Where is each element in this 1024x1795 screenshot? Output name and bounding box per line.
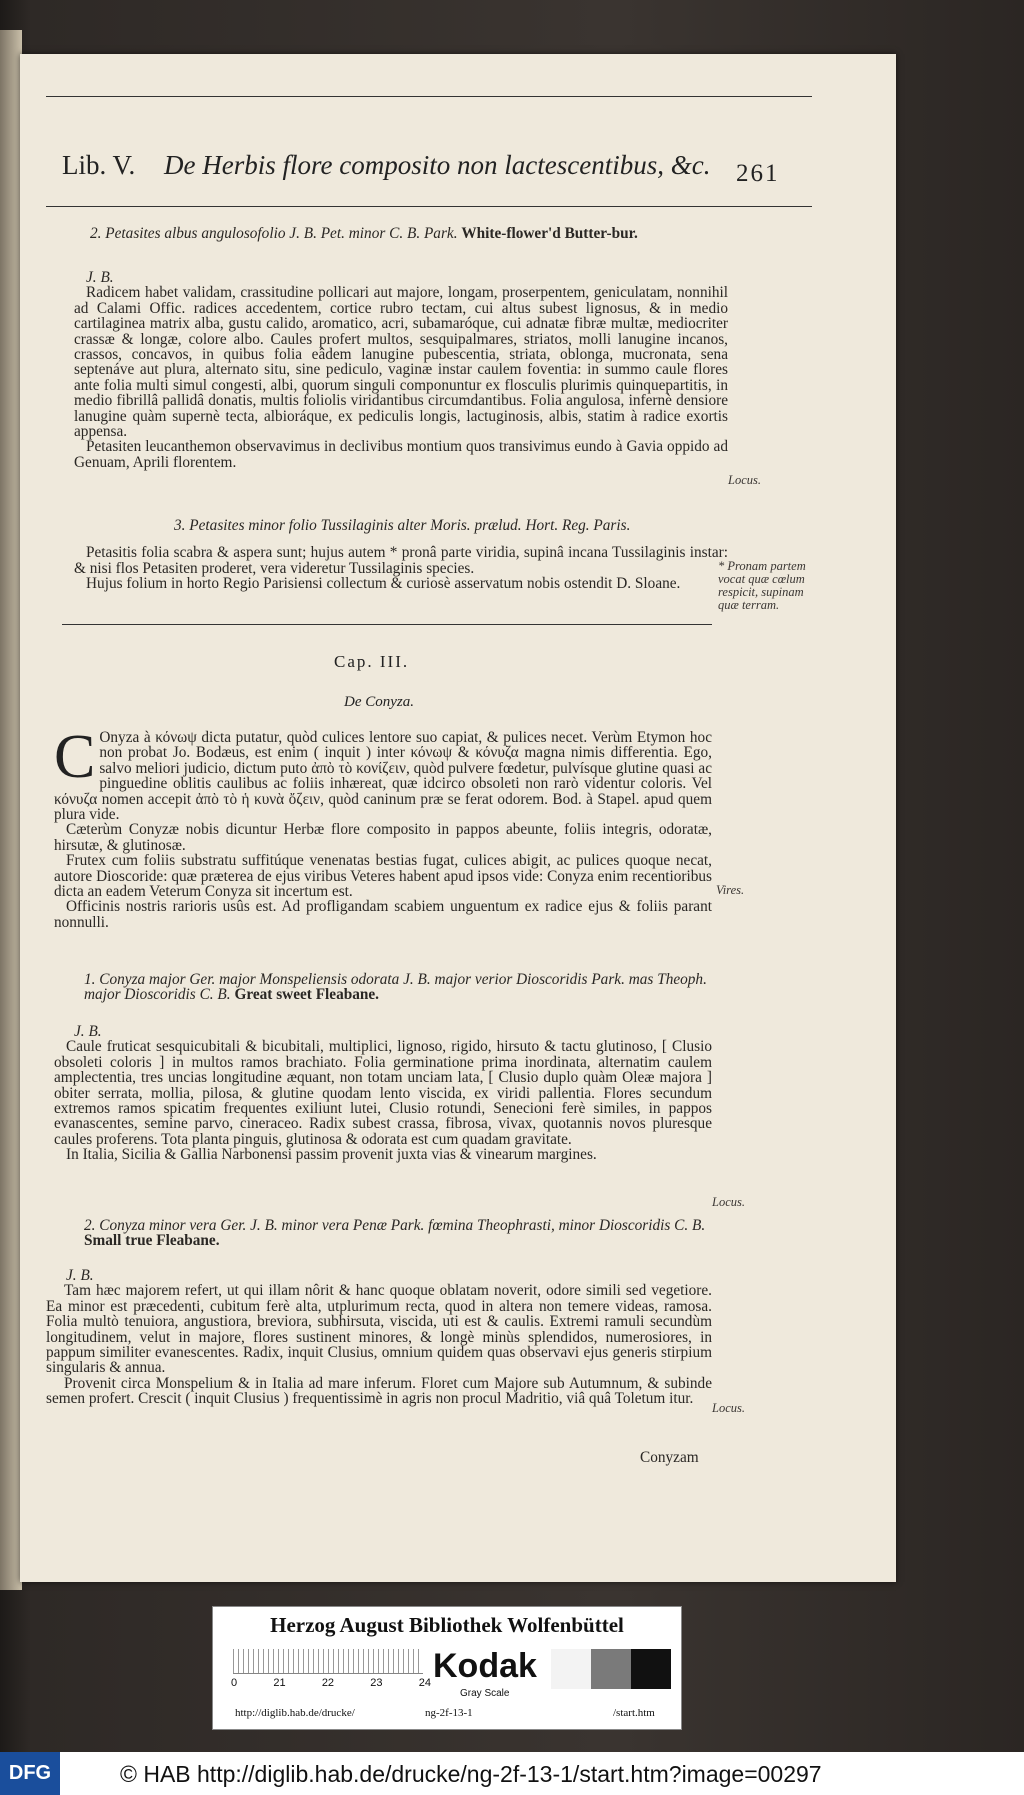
entry-heading: 3. Petasites minor folio Tussilaginis alter Moris. prælud. Hort. Reg. Paris. [174, 517, 631, 534]
header-rule-bottom [46, 206, 812, 207]
gray-patch-dark [631, 1649, 671, 1689]
scale-ruler [233, 1649, 423, 1674]
page-number: 261 [736, 160, 780, 187]
url-part: http://diglib.hab.de/drucke/ [235, 1707, 355, 1719]
paragraph: Onyza à κόνωψ dicta putatur, quòd culices lentore suo capiat, & pulices necet. Verùm Etymon hoc non probat Jo. Bodæus, est enim ( inquit ) inter κόνωψ & κόνυζα magna nimis differentia. Ego, salvo meliori judicio, dictum puto ἀπὸ τὸ κονίζειν, quòd pulvere fœdetur, pulvísque glutine quasi ac pinguedine oblitis caulibus ac foliis inhæreat, quæ idcirco obsoleti non rarò videntur coloris. Vel κόνυζα nomen accepit ἀπὸ τὸ ἡ κυνὰ ὄζειν, quòd caninum præ se ferat odorem. Bod. à Stapel. apud quem plura vide. [54, 729, 712, 824]
catchword: Conyzam [640, 1449, 699, 1466]
paragraph: Officinis nostris rarioris usûs est. Ad profligandam scabiem unguentum ex radice ejus & foliis parant nonnulli. [54, 898, 712, 931]
paragraph: Tam hæc majorem refert, ut qui illam nôrit & hanc quoque oblatam noverit, odore simili sed vegetiore. Ea minor est præcedenti, cubitum ferè alta, utplurimum recta, quod in altera non temere videas, ramosa. Folia multò tenuiora, angustiora, breviora, subhirsuta, viscida, uti est & caulis. Extremi ramuli secundùm longitudinem, velut in majore, flores sustinent minores, & longè minùs splendidos, numerosiores, in pappum similiter evanescentes. Radix, inquit Clusius, omnium quidem quas observavi ejus generis stirpium singularis & annua. [46, 1282, 712, 1377]
paragraph: Cæterùm Conyzæ nobis dicuntur Herbæ flore composito in pappos abeunte, foliis integris, odoratæ, hirsutæ, & glutinosæ. [54, 821, 712, 854]
tick-label: 22 [321, 1677, 335, 1689]
author-abbrev: J. B. [66, 1267, 94, 1284]
url-part: /start.htm [613, 1707, 655, 1719]
paragraph: Frutex cum foliis substratu suffitúque venenatas bestias fugat, culices abigit, ac pulices quoque necat, autore Dioscoride: quæ præterea de ejus viribus Veteres habent apud ipsos vide: Conyza enim recentioribus dicta an eadem Veterum Conyza sit incertum est. [54, 852, 712, 901]
author-abbrev: J. B. [74, 1023, 102, 1040]
margin-note: * Pronam partem vocat quæ cœlum respicit, supinam quæ terram. [718, 559, 806, 612]
paragraph: Petasitis folia scabra & aspera sunt; hujus autem * pronâ parte viridia, supinâ incana Tussilaginis instar: & nisi flos Petasiten proderet, vera videretur Tussilaginis species. [74, 544, 728, 577]
tick-label: 24 [418, 1677, 431, 1689]
margin-note-locus: Locus. [712, 1401, 745, 1415]
entry-heading: 1. Conyza major Ger. major Monspeliensis odorata J. B. major verior Dioscoridis Park. mas Theoph. major Dioscoridis C. B. [84, 971, 707, 1004]
text-block-2 [74, 518, 728, 592]
author-abbrev: J. B. [86, 269, 114, 286]
margin-note-vires: Vires. [716, 883, 745, 897]
running-head [62, 150, 710, 181]
footer-bar [0, 1752, 1024, 1795]
text-block-5 [46, 1268, 712, 1407]
facing-page-edge [0, 30, 22, 1590]
dfg-logo: DFG [0, 1752, 60, 1795]
english-name: Small true Fleabane. [84, 1232, 220, 1250]
tick-label: 0 [231, 1677, 238, 1689]
paragraph: In Italia, Sicilia & Gallia Narbonensi passim provenit juxta vias & vinearum margines. [66, 1146, 597, 1164]
margin-note-locus: Locus. [728, 473, 761, 487]
kodak-logo: Kodak [433, 1647, 537, 1685]
gray-scale-label: Gray Scale [460, 1688, 510, 1699]
paragraph: Caule fruticat sesquicubitali & bicubitali, multiplici, lignoso, rigido, hirsuto & tactu glutinoso, [ Clusio obsoleti coloris ] in multos ramos brachiato. Folia germinatione prima inordinata, alternatim caulem amplectentia, tres uncias longitudine æquant, non totam unciam lata, [ Clusio duplo quàm Oleæ majora ] obiter serrata, mollia, pilosa, & glutine quodam lento viscida, ex viridi pallentia. Flores secundum extremos ramos spicatim frequentes exiliunt lutei, Clusio rotundi, Senecioni ferè similes, in pappos evanascentes, semine parvo, cineraceo. Radix subest crassa, fibrosa, vivax, quotannis novos pluresque caules proferens. Tota planta pinguis, glutinosa & odorata est cum quadam gravitate. [54, 1038, 712, 1148]
color-target-card [212, 1606, 682, 1730]
copyright-link[interactable]: © HAB http://diglib.hab.de/drucke/ng-2f-13-1/start.htm?image=00297 [120, 1761, 822, 1787]
drop-capital: C [54, 723, 96, 791]
entry-heading: 2. Conyza minor vera Ger. J. B. minor vera Penæ Park. fœmina Theophrasti, minor Dioscoridis C. B. [84, 1217, 706, 1234]
english-name: Great sweet Fleabane. [234, 986, 380, 1004]
ruler-ticks [231, 1677, 431, 1689]
book-number: Lib. V. [62, 150, 136, 180]
paragraph: Hujus folium in horto Regio Parisiensi collectum & curiosè asservatum nobis ostendit D. Sloane. [86, 575, 681, 593]
margin-note-locus: Locus. [712, 1195, 745, 1209]
paragraph: Radicem habet validam, crassitudine pollicari aut majore, longam, proserpentem, geniculatam, nonnihil ad Calami Offic. radices accedentem, cortice rubro tectam, cui altus subest lignosus, & in medio cartilaginea matrix alba, gustu calido, aromatico, acri, subamaróque, cui adnatæ fibræ multæ, mediocriter crassæ & longæ, colore albo. Caules profert multos, sesquipalmares, striatos, molli lanugine incanos, crassos, concavos, in quibus folia eâdem lanugine pubescentia, striata, oblonga, mucronata, sena septenáve aut plura, alternato situ, sine pediculo, vaginæ instar caulem foventia: in summo caule flores ante folia multi simul congesti, albi, quorum singuli componuntur ex flosculis plurimis quinquepartitis, in medio fibrillâ pallidâ donatis, multis foliolis viridantibus circumdantibus. Folia angulosa, infernè densiore lanugine quàm supernè tecta, albioráque, ex pediculis longis, lactuginosis, albis, statim à radice exortis appensa. [74, 284, 728, 441]
english-name: White-flower'd Butter-bur. [461, 225, 638, 242]
tick-label: 23 [370, 1677, 383, 1689]
entry-petasites-albus [90, 226, 730, 241]
chapter-heading: Cap. III. [334, 652, 410, 671]
paragraph: Provenit circa Monspelium & in Italia ad mare inferum. Floret cum Majore sub Autumnum, & subinde semen profert. Crescit ( inquit Clusius ) frequentissimè in agris non procul Madritio, viâ quâ Toletum itur. [46, 1374, 712, 1408]
chapter-title: De Conyza. [344, 694, 414, 710]
library-name: Herzog August Bibliothek Wolfenbüttel [270, 1613, 624, 1637]
paragraph: Petasiten leucanthemon observavimus in declivibus montium quos transivimus eundo à Gavia oppido ad Genuam, Aprili florentem. [74, 438, 728, 471]
tick-label: 21 [273, 1677, 286, 1689]
text-block-3 [54, 723, 712, 931]
running-title: De Herbis flore composito non lactescentibus, &c. [164, 150, 711, 180]
section-rule [62, 624, 712, 625]
entry-conyza-minor [84, 1218, 720, 1249]
url-part: ng-2f-13-1 [425, 1707, 473, 1719]
gray-patch-light [551, 1649, 591, 1689]
entry-conyza-major [84, 972, 720, 1003]
header-rule-top [46, 96, 812, 97]
text-block-1 [74, 270, 728, 470]
entry-heading: 2. Petasites albus angulosofolio J. B. Pet. minor C. B. Park. [90, 225, 458, 242]
gray-patch-mid [591, 1649, 631, 1689]
text-block-4 [54, 1024, 712, 1163]
